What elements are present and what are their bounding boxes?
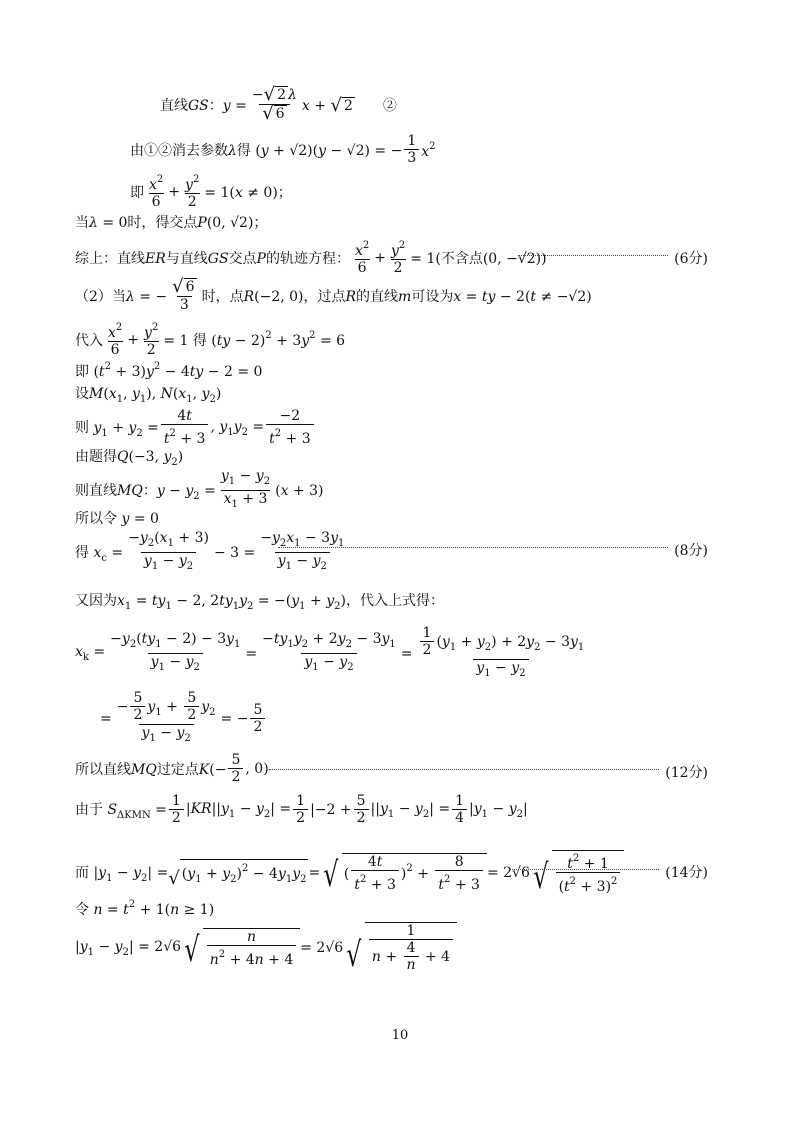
line-because: 又因为$x_1 = ty_1 - 2$, $2ty_1y_2 = -(y_1 + y_2)$，代入上式得： [75,593,444,612]
line-let-y0: 所以令 y = 0 [75,511,159,527]
line-let-n: 令 $n = t^2 + 1(n \ge 1)$ [75,899,215,918]
score-14-label: (14分) [665,865,708,881]
line-eliminate: 由①②消去参数λ得 (y + √2)(y − √2) = − $\frac{1}{3}$ $x^2$ [130,133,436,166]
line-part2: （2）当λ = − √ 6 3 时，点R(−2, 0)，过点R的直线m可设为x = ty − 2(t ≠ −√2) [75,276,592,313]
score-6 [518,248,708,268]
score-14 [509,862,708,882]
line-ellipse: 即 $\frac{x^2}{6}$ + $\frac{y^2}{2}$ = 1(x ≠ 0)； [130,174,292,210]
line-mq: 则直线MQ：$y - y_2$ = $\frac{y_1 - y_2}{x_1 + 3}$ (x + 3) [75,468,323,513]
line-lambda-zero: 当λ = 0时，得交点P(0, √2)； [75,215,268,231]
line-locus: 综上：直线ER与直线GS交点P的轨迹方程： $\frac{x^2}{6}$ + $\frac{y^2}{2}$ = 1(不含点(0, −√2)) [75,240,547,276]
line-abs-n: $|y_1 - y_2| = 2√6$ √ $\frac{n}{n^2 + 4n + 4}$ = 2√6 √ 1 n + $\frac{4}{n}$ + 4 [75,922,457,974]
line-substitute: 代入 $\frac{x^2}{6}$ + $\frac{y^2}{2}$ = 1 得 $(ty - 2)^2 + 3y^2 = 6$ [75,322,346,358]
score-8-label: (8分) [674,543,708,559]
score-12 [269,762,708,782]
line-quadratic: 即 $(t^2 + 3)y^2 - 4ty - 2 = 0$ [75,361,263,380]
line-xc: 得 $x_c$ = $\frac{-y_2(x_1 + 3)}{y_1 - y_2}$ − 3 = $\frac{-y_2x_1 - 3y_1}{y_1 - y_2}$ [75,530,349,575]
line-abs-diff: 而 $|y_1 - y_2|$ = √ $(y_1 + y_2)^2 - 4y_1y_2$ = √ ( $\frac{4t}{t^2 + 3}$ )$^2$ + $\frac{8}{t^2 + 3}$ = 2√6 √ $\frac{t^2 + 1}{(t^2 + 3)^2}$ [75,850,624,896]
line-xk: $x_k$ = $\frac{-y_2(ty_1 - 2) - 3y_1}{y_1 - y_2}$ = $\frac{-ty_1y_2 + 2y_2 - 3y_1}{y_1 - y_2}$ = $\frac{1}{2}$ $(y_1 + y_2) + 2y_2 - 3y_1$ $y_1 - y_2$ [75,625,589,682]
score-8 [278,540,708,560]
line-set-points: 设$M(x_1$, $y_1$), $N(x_1$, $y_2$) [75,386,222,405]
line-area: 由于 $S_{\Delta KMN}$ = $\frac{1}{2}$ $|KR||y_1 - y_2|$ = $\frac{1}{2}$ |−2 + $\frac{5}{2}$ $||y_1 - y_2|$ = $\frac{1}{4}$ $|y_1 - y_2|$ [75,793,528,826]
line-gs: 直线GS：y = − √ 2 λ √ 6 x + √ 2 ② [160,84,397,124]
line-vieta: 则 $y_1 + y_2$ = $\frac{4t}{t^2 + 3}$ , $y_1y_2$ = $\frac{-2}{t^2 + 3}$ [75,408,316,448]
score-12-label: (12分) [665,765,708,781]
page-number: 10 [391,1028,409,1043]
line-q-point: 由题得Q(−3, $y_2$) [75,449,184,468]
line-xk-result: = − $\frac{5}{2}$ $y_1$ + $\frac{5}{2}$ $y_2$ $y_1 - y_2$ = − $\frac{5}{2}$ [100,690,267,747]
line-fixed-point: 所以直线MQ过定点K(− $\frac{5}{2}$ , 0) [75,752,269,785]
score-6-label: (6分) [674,251,708,267]
